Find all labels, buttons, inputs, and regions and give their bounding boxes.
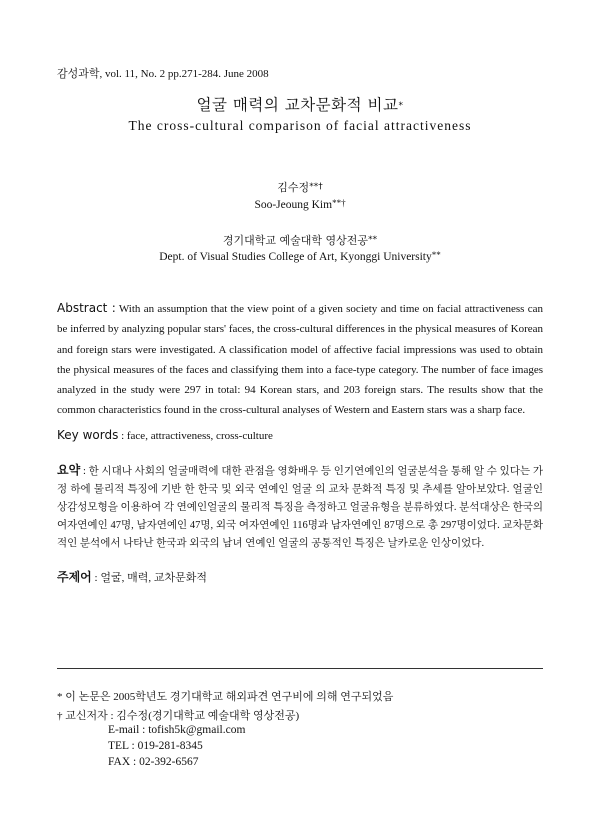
korean-author-name: 김수정 — [277, 181, 310, 194]
english-affiliation — [0, 250, 600, 263]
contact-email: E-mail : tofish5k@gmail.com — [108, 724, 246, 736]
footnote-funding — [57, 688, 393, 704]
english-author-mark: **† — [332, 198, 346, 208]
keywords-text: : face, attractiveness, cross-culture — [118, 430, 273, 442]
korean-title — [0, 93, 600, 115]
footnote-funding-text: 이 논문은 2005학년도 경기대학교 해외파견 연구비에 의해 연구되었음 — [62, 691, 394, 703]
korean-summary-section — [57, 461, 543, 553]
abstract-label: Abstract : — [57, 301, 116, 315]
english-affiliation-mark: ** — [431, 250, 441, 260]
korean-summary-text: : 한 시대나 사회의 얼굴매력에 대한 관점을 영화배우 등 인기연예인의 얼굴분석을 통해 알 수 있다는 가정 하에 물리적 특징에 기반 한 한국 및 외국 연예인 얼굴 의 교차 문화적 특징 및 추세를 알아보았다. 얼굴인상감성모형을 이용하여 각 연예인얼굴의 물리적 특징을 측정하고 얼굴유형을 분류하였다. 분석대상은 한국의 여자연예인 47명, 남자연예인 47명, 외국 여자연예인 116명과 남자연예인 87명으로 총 297명이었다. 교차문화적인 분석에서 나타난 한국과 외국의 남녀 연예인 얼굴의 공통적인 특징은 날카로운 인상이었다. — [57, 466, 543, 550]
english-title: The cross-cultural comparison of facial attractiveness — [128, 118, 472, 133]
footnote-corresponding-mark: † — [57, 710, 63, 722]
korean-keywords-text: : 얼굴, 매력, 교차문화적 — [91, 572, 207, 584]
korean-keywords-label: 주제어 — [57, 570, 92, 584]
abstract-text: With an assumption that the view point of a given society and time on facial attractiveness can be inferred by analyzing popular stars' faces, the cross-cultural differences in the physical measures of Korean and foreign stars were investigated. A classification model of affective facial impressions was used to obtain the physical measures of the faces and classifying them into a face-type category. The number of face images analyzed in the study were 297 in total: 94 Korean stars, and 203 foreign stars. The results show that the common characteristics found in the cross-cultural analyses of Western and Eastern stars was a sharp face. — [57, 303, 543, 417]
title-footnote-mark: * — [398, 101, 404, 111]
footnote-corresponding-author — [57, 707, 299, 723]
english-affiliation-text: Dept. of Visual Studies College of Art, Kyonggi University — [159, 251, 432, 263]
korean-affiliation-text: 경기대학교 예술대학 영상전공 — [222, 234, 369, 247]
korean-summary-label: 요약 — [57, 463, 81, 477]
contact-tel: TEL : 019-281-8345 — [108, 740, 203, 752]
contact-fax: FAX : 02-392-6567 — [108, 756, 199, 768]
korean-affiliation — [0, 232, 600, 248]
keywords-label: Key words — [57, 428, 119, 442]
korean-keywords-section — [57, 568, 543, 585]
keywords-section — [57, 428, 543, 442]
korean-author — [0, 179, 600, 195]
abstract-section — [57, 298, 543, 421]
korean-title-text: 얼굴 매력의 교차문화적 비교 — [196, 96, 399, 114]
english-author-name: Soo-Jeoung Kim — [254, 199, 333, 211]
journal-citation: 감성과학, vol. 11, No. 2 pp.271-284. June 2008 — [57, 68, 269, 80]
footnote-divider — [57, 668, 543, 669]
english-author — [0, 198, 600, 211]
footnote-funding-mark: * — [57, 691, 63, 703]
korean-author-mark: **† — [309, 182, 323, 192]
korean-affiliation-mark: ** — [368, 235, 378, 245]
footnote-corresponding-text: 교신저자 : 김수정(경기대학교 예술대학 영상전공) — [62, 710, 300, 722]
